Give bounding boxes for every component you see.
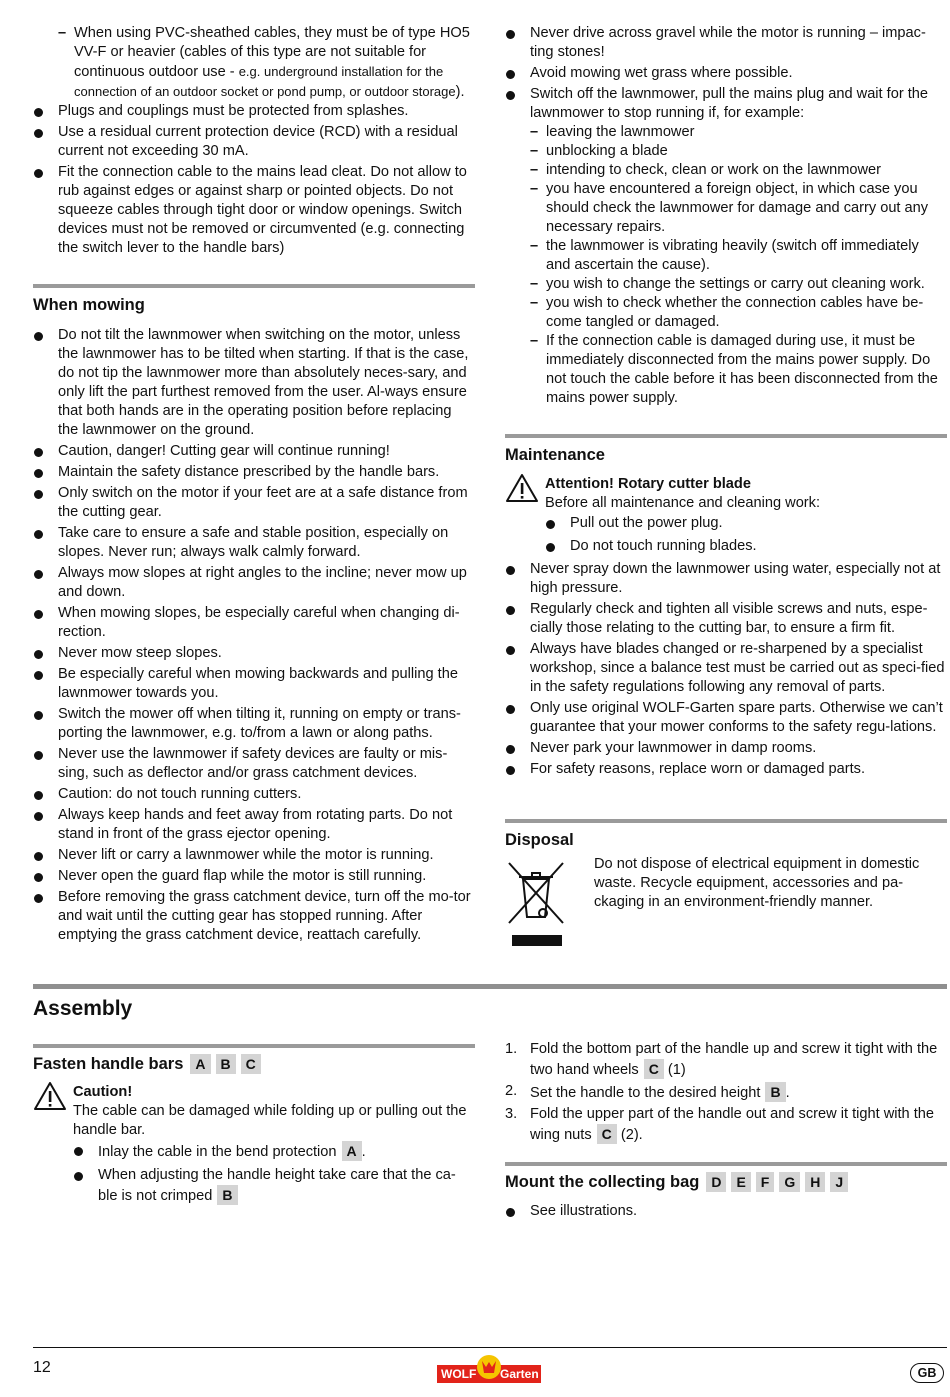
figure-ref-c: C [597, 1124, 617, 1144]
bullet-icon [506, 766, 515, 775]
step-item: 3. Fold the upper part of the handle out and screw it tight with the wing nuts C (2). [505, 1106, 935, 1143]
section-rule [505, 434, 947, 438]
bullet-icon [34, 448, 43, 457]
collecting-bag-heading: Mount the collecting bag D E F G H J [505, 1171, 947, 1193]
warning-icon [33, 1081, 67, 1111]
bullet-icon [506, 705, 515, 714]
list-item: Never drive across gravel while the motor is running – impac-ting stones! [505, 24, 947, 62]
section-rule [33, 284, 475, 288]
right-top-section [505, 24, 947, 408]
when-mowing-section [33, 284, 475, 947]
step-item: 1. Fold the bottom part of the handle up and screw it tight with the two hand wheels C (1) [505, 1041, 938, 1078]
figure-ref-b: B [216, 1054, 236, 1074]
figure-ref-h: H [805, 1172, 825, 1192]
list-item: Caution: do not touch running cutters. [33, 785, 475, 804]
bullet-icon [34, 791, 43, 800]
list-item: Only use original WOLF-Garten spare parts. Otherwise we can’t guarantee that your mower conforms to the safety regu-lations. [505, 699, 947, 737]
bullet-icon [506, 606, 515, 615]
fasten-steps [505, 1040, 947, 1147]
switch-off-dash-list [530, 123, 947, 408]
logo-right-text: Garten [500, 1367, 539, 1381]
list-item: Do not tilt the lawnmower when switching on the motor, unless the lawnmower has to be tilted when starting. If that is the case, do not tip the lawnmower more than absolutely neces-sary, and only lift the part furthest removed from the user. Al-ways ensure that both hands are in the operating position before replacing the lawnmower on the ground. [33, 326, 475, 440]
collecting-bag-section [505, 1162, 947, 1223]
dash-item: – you wish to change the settings or carry out cleaning work. [530, 276, 925, 292]
list-item: Fit the connection cable to the mains lead cleat. Do not allow to rub against edges or against sharp or pointed objects. Do not squeeze cables through tight door or window openings. Switch devices must not be removed or circumvented (e.g. connecting the switch lever to the handle bars) [33, 163, 475, 258]
figure-ref-b: B [217, 1185, 237, 1205]
section-rule [33, 984, 947, 989]
left-top-section [33, 24, 475, 260]
bullet-icon [34, 873, 43, 882]
maintenance-section [505, 434, 947, 781]
figure-ref-g: G [779, 1172, 800, 1192]
page-number: 12 [33, 1359, 51, 1376]
bullet-icon [34, 570, 43, 579]
when-mowing-heading: When mowing [33, 296, 145, 314]
step-item: 2. Set the handle to the desired height B . [505, 1083, 790, 1101]
caution-text: The cable can be damaged while folding up or pulling out the handle bar. [73, 1103, 467, 1138]
list-item: Switch off the lawnmower, pull the mains plug and wait for the lawnmower to stop running if, for example: [505, 85, 947, 123]
assembly-section [33, 984, 947, 1023]
disposal-text: Do not dispose of electrical equipment in domestic waste. Recycle equipment, accessories and pa-ckaging in an environment-friendly manner. [594, 856, 920, 910]
figure-ref-b: B [765, 1082, 785, 1102]
list-item: Never use the lawnmower if safety devices are faulty or mis-sing, such as deflector and/or grass catchment devices. [33, 745, 475, 783]
list-item: Plugs and couplings must be protected from splashes. [33, 102, 475, 121]
list-item: See illustrations. [505, 1202, 947, 1221]
list-item: Regularly check and tighten all visible screws and nuts, espe-cially those relating to the cutting bar, to ensure a firm fit. [505, 600, 947, 638]
maintenance-heading: Maintenance [505, 446, 605, 464]
dash-item: – you have encountered a foreign object, in which case you should check the lawnmower for damage and carry out any necessary repairs. [530, 181, 929, 235]
figure-ref-a: A [342, 1141, 362, 1161]
bullet-icon [34, 490, 43, 499]
bullet-icon [34, 332, 43, 341]
figure-ref-c: C [644, 1059, 664, 1079]
list-item: Never open the guard flap while the motor is still running. [33, 867, 475, 886]
maintenance-list [505, 560, 947, 779]
section-rule [505, 819, 947, 823]
logo-left-text: WOLF [441, 1367, 477, 1381]
footer-rule [33, 1347, 947, 1348]
bullet-icon [34, 894, 43, 903]
figure-ref-e: E [731, 1172, 750, 1192]
bullet-icon [34, 711, 43, 720]
list-item: Pull out the power plug. [545, 514, 947, 533]
bullet-icon [34, 530, 43, 539]
list-item: Always mow slopes at right angles to the incline; never mow up and down. [33, 564, 475, 602]
bullet-icon [34, 469, 43, 478]
language-badge: GB [910, 1363, 944, 1383]
list-item: Use a residual current protection device (RCD) with a residual current not exceeding 30 mA. [33, 123, 475, 161]
bullet-icon [34, 671, 43, 680]
caution-warning [33, 1083, 475, 1206]
list-item: Take care to ensure a safe and stable position, especially on slopes. Never run; always walk calmly forward. [33, 524, 475, 562]
bullet-icon [506, 566, 515, 575]
bullet-icon [34, 610, 43, 619]
list-item: Never spray down the lawnmower using water, especially not at high pressure. [505, 560, 947, 598]
list-item: When mowing slopes, be especially careful when changing di-rection. [33, 604, 475, 642]
dash-item: – the lawnmower is vibrating heavily (switch off immediately and ascertain the cause). [530, 238, 919, 273]
list-item: Never park your lawnmower in damp rooms. [505, 739, 947, 758]
warning-title: Attention! Rotary cutter blade [545, 476, 751, 492]
dash-item-pvc-cables: – When using PVC-sheathed cables, they must be of type HO5 VV-F or heavier (cables of this type are not suitable for continuous outdoor use - e.g. underground installation for the connection of an outdoor socket or pond pump, or outdoor storage). [58, 25, 470, 100]
warning-text: Before all maintenance and cleaning work: [545, 495, 821, 511]
list-item: Caution, danger! Cutting gear will continue running! [33, 442, 475, 461]
dash-item: – intending to check, clean or work on the lawnmower [530, 162, 882, 178]
list-item: Avoid mowing wet grass where possible. [505, 64, 947, 83]
wolf-garten-logo [437, 1355, 541, 1385]
list-item: For safety reasons, replace worn or damaged parts. [505, 760, 947, 779]
crossed-out-bin-icon [505, 857, 565, 949]
fasten-handle-bars-heading: Fasten handle bars A B C [33, 1053, 475, 1075]
figure-ref-a: A [190, 1054, 210, 1074]
fasten-handle-bars-section [33, 1044, 475, 1208]
warning-icon [505, 473, 539, 503]
figure-ref-c: C [241, 1054, 261, 1074]
list-item: Always keep hands and feet away from rotating parts. Do not stand in front of the grass ejector opening. [33, 806, 475, 844]
disposal-heading: Disposal [505, 831, 574, 849]
list-item: Inlay the cable in the bend protection A . [73, 1141, 475, 1162]
dash-item: – you wish to check whether the connection cables have be-come tangled or damaged. [530, 295, 924, 330]
list-item: Never mow steep slopes. [33, 644, 475, 663]
figure-ref-j: J [830, 1172, 848, 1192]
assembly-heading: Assembly [33, 997, 133, 1020]
when-mowing-list [33, 326, 475, 945]
dash-item: – unblocking a blade [530, 143, 668, 159]
section-rule [33, 1044, 475, 1048]
list-item: Always have blades changed or re-sharpened by a specialist workshop, since a balance test must be carried out as speci-fied in the safety regulations following any removal of parts. [505, 640, 947, 697]
maintenance-warning [505, 475, 947, 556]
bullet-icon [34, 812, 43, 821]
list-item: Only switch on the motor if your feet are at a safe distance from the cutting gear. [33, 484, 475, 522]
caution-title: Caution! [73, 1084, 133, 1100]
figure-ref-d: D [706, 1172, 726, 1192]
disposal-section [505, 819, 947, 910]
list-item: Switch the mower off when tilting it, running on empty or trans-porting the lawnmower, e.g. to/from a lawn or along paths. [33, 705, 475, 743]
section-rule [505, 1162, 947, 1166]
list-item: When adjusting the handle height take care that the ca-ble is not crimped B [73, 1166, 475, 1206]
list-item: Before removing the grass catchment device, turn off the mo-tor and wait until the cutting gear has stopped running. After emptying the grass catchment device, reattach carefully. [33, 888, 475, 945]
dash-item: – If the connection cable is damaged during use, it must be immediately disconnected from the mains power supply. Do not touch the cable before it has been disconnected from the mains power supply. [530, 333, 938, 406]
bullet-icon [34, 751, 43, 760]
list-item: Be especially careful when mowing backwards and pulling the lawnmower towards you. [33, 665, 475, 703]
bullet-icon [506, 745, 515, 754]
bullet-icon [34, 852, 43, 861]
figure-ref-f: F [756, 1172, 775, 1192]
bullet-icon [506, 646, 515, 655]
bullet-icon [34, 650, 43, 659]
list-item: Do not touch running blades. [545, 537, 947, 556]
list-item: Never lift or carry a lawnmower while the motor is running. [33, 846, 475, 865]
dash-item: – leaving the lawnmower [530, 124, 695, 140]
list-item: Maintain the safety distance prescribed by the handle bars. [33, 463, 475, 482]
